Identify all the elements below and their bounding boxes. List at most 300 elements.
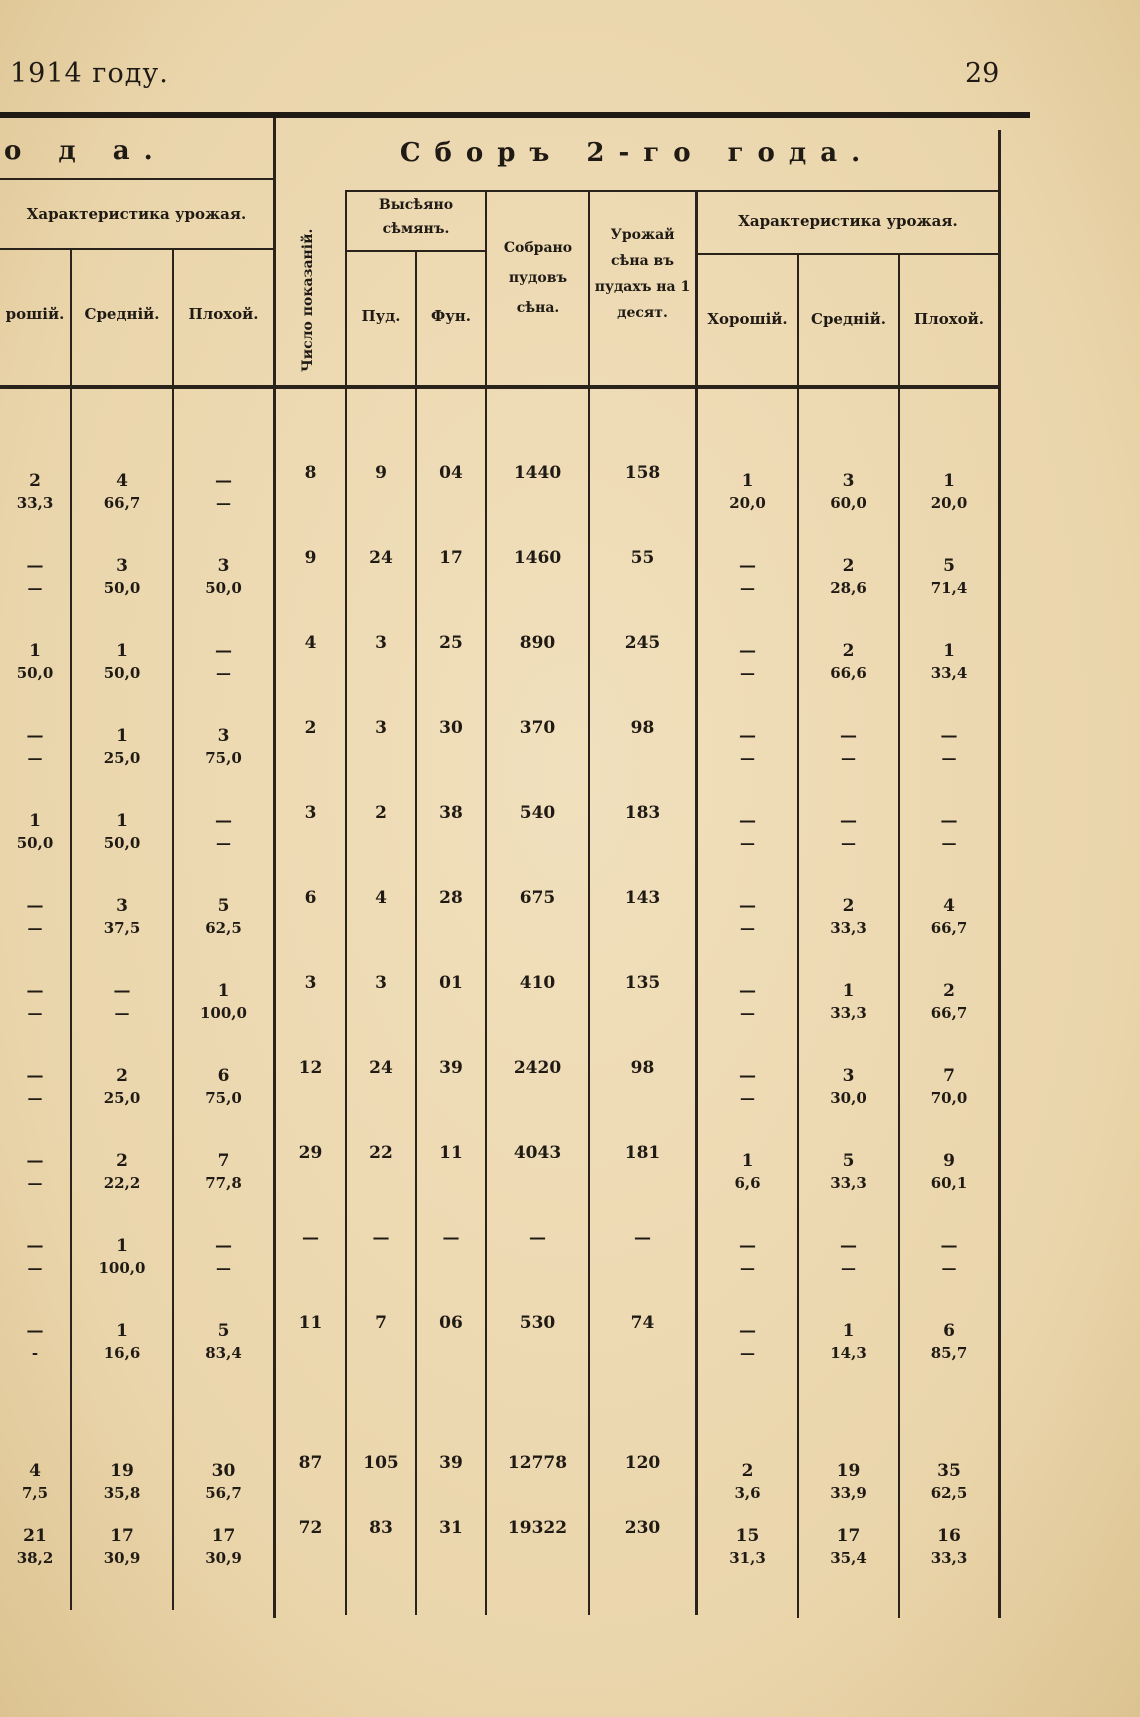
cell-percent: 33,3 xyxy=(830,919,867,937)
cell-count: — xyxy=(840,1236,857,1256)
table-cell: 74 xyxy=(630,1313,655,1333)
table-cell xyxy=(799,810,898,854)
page-number: 29 xyxy=(965,58,1000,89)
cell-count: 2 xyxy=(741,1461,754,1481)
cell-count: 1 xyxy=(217,981,230,1001)
right-col-good: Хорошій. xyxy=(707,310,788,328)
cell-count: 19 xyxy=(110,1461,134,1481)
table-cell: 87 xyxy=(298,1453,323,1473)
cell-count: — xyxy=(739,811,756,831)
cell-count: 2 xyxy=(29,471,41,491)
cell-count: 6 xyxy=(217,1066,230,1086)
cell-percent: 75,0 xyxy=(205,1089,242,1107)
cell-count: — xyxy=(215,811,232,831)
table-cell: 01 xyxy=(439,973,463,993)
cell-percent: 66,7 xyxy=(103,494,141,512)
table-cell: — xyxy=(529,1228,546,1248)
table-cell xyxy=(0,725,70,769)
cell-count: 3 xyxy=(842,471,855,491)
table-cell: 143 xyxy=(624,888,661,908)
cell-percent: — xyxy=(27,1259,43,1277)
cell-percent: 50,0 xyxy=(205,579,242,597)
table-cell: 230 xyxy=(624,1518,661,1538)
cell-count: 1 xyxy=(943,641,955,661)
table-cell xyxy=(698,1525,797,1569)
cell-count: — xyxy=(26,1066,44,1086)
cell-percent: 85,7 xyxy=(930,1344,968,1362)
cell-count: — xyxy=(26,726,44,746)
table-cell xyxy=(799,1150,898,1194)
table-cell xyxy=(0,1235,70,1279)
table-cell: 410 xyxy=(519,973,556,993)
cell-percent: 66,6 xyxy=(830,664,867,682)
cell-percent: 100,0 xyxy=(200,1004,247,1022)
cell-percent: 60,1 xyxy=(930,1174,968,1192)
table-cell xyxy=(174,980,273,1024)
cell-count: — xyxy=(26,896,44,916)
cell-count: 3 xyxy=(217,726,230,746)
table-cell: 675 xyxy=(519,888,556,908)
table-cell: 06 xyxy=(439,1313,463,1333)
table-cell xyxy=(900,1150,998,1194)
table-cell: 3 xyxy=(304,973,317,993)
cell-percent: 22,2 xyxy=(103,1174,141,1192)
col-fun-header: Фун. xyxy=(430,307,472,325)
left-characteristic-header: Характеристика урожая. xyxy=(26,205,247,223)
table-cell xyxy=(72,810,172,854)
table-cell xyxy=(900,810,998,854)
cell-count: — xyxy=(739,896,756,916)
cell-percent: 50,0 xyxy=(16,664,54,682)
left-col-good: рошій. xyxy=(5,305,65,323)
table-cell xyxy=(900,470,998,514)
running-head: 1914 году. xyxy=(10,58,169,89)
table-cell xyxy=(174,1235,273,1279)
table-cell: 24 xyxy=(369,548,393,568)
table-cell xyxy=(698,470,797,514)
cell-count: — xyxy=(739,981,756,1001)
cell-count: 3 xyxy=(842,1066,855,1086)
cell-percent: — xyxy=(941,834,957,852)
cell-percent: — xyxy=(841,834,856,852)
cell-percent: — xyxy=(740,664,755,682)
table-cell xyxy=(799,470,898,514)
table-cell: 6 xyxy=(304,888,317,908)
table-cell: 30 xyxy=(439,718,463,738)
table-cell xyxy=(698,725,797,769)
cell-count: 2 xyxy=(842,641,855,661)
cell-percent: — xyxy=(841,1259,856,1277)
cell-count: 2 xyxy=(116,1151,128,1171)
table-cell xyxy=(0,810,70,854)
cell-count: — xyxy=(26,1236,44,1256)
table-cell xyxy=(900,1235,998,1279)
table-cell: 11 xyxy=(439,1143,463,1163)
cell-percent: — xyxy=(841,749,856,767)
table-cell xyxy=(174,810,273,854)
cell-count: 1 xyxy=(29,641,41,661)
table-cell xyxy=(72,725,172,769)
table-cell: — xyxy=(302,1228,319,1248)
table-cell: 72 xyxy=(298,1518,323,1538)
table-cell: 3 xyxy=(375,718,387,738)
cell-percent: — xyxy=(740,834,755,852)
table-cell xyxy=(799,640,898,684)
table-cell: 3 xyxy=(375,633,387,653)
cell-count: 1 xyxy=(29,811,41,831)
table-cell: 105 xyxy=(363,1453,399,1473)
table-cell xyxy=(698,555,797,599)
cell-count: 7 xyxy=(217,1151,230,1171)
cell-count: — xyxy=(26,556,44,576)
cell-percent: 33,4 xyxy=(930,664,968,682)
table-cell xyxy=(72,1150,172,1194)
cell-percent: 50,0 xyxy=(103,579,141,597)
cell-percent: - xyxy=(31,1344,39,1362)
cell-count: 15 xyxy=(735,1526,760,1546)
collected-hay-header: Собрано пудовъ сѣна. xyxy=(503,240,573,316)
cell-percent: — xyxy=(27,1004,43,1022)
table-cell xyxy=(0,640,70,684)
cell-count: — xyxy=(739,641,756,661)
cell-percent: 33,3 xyxy=(930,1549,968,1567)
cell-percent: 20,0 xyxy=(729,494,766,512)
table-cell xyxy=(698,640,797,684)
table-cell xyxy=(799,980,898,1024)
cell-count: 16 xyxy=(937,1526,961,1546)
table-cell xyxy=(900,1525,998,1569)
cell-percent: — xyxy=(27,919,43,937)
table-cell: 7 xyxy=(375,1313,387,1333)
table-cell: 9 xyxy=(304,548,317,568)
cell-percent: — xyxy=(740,749,755,767)
cell-percent: 16,6 xyxy=(103,1344,141,1362)
cell-count: 4 xyxy=(116,471,128,491)
header-rule xyxy=(0,178,275,180)
cell-count: 3 xyxy=(116,556,128,576)
table-cell: 28 xyxy=(439,888,463,908)
cell-percent: 62,5 xyxy=(930,1484,968,1502)
table-cell xyxy=(72,895,172,939)
table-cell: 39 xyxy=(439,1058,463,1078)
table-cell: 29 xyxy=(298,1143,323,1163)
table-cell: — xyxy=(372,1228,390,1248)
table-cell xyxy=(72,1065,172,1109)
table-cell: 04 xyxy=(439,463,463,483)
cell-count: 1 xyxy=(741,1151,754,1171)
table-cell xyxy=(72,1235,172,1279)
table-cell xyxy=(0,980,70,1024)
table-cell xyxy=(174,725,273,769)
cell-count: — xyxy=(113,981,131,1001)
cell-count: 1 xyxy=(116,1236,128,1256)
table-cell: 2 xyxy=(375,803,387,823)
cell-count: 1 xyxy=(842,1321,855,1341)
cell-count: 1 xyxy=(943,471,955,491)
cell-percent: 25,0 xyxy=(103,749,141,767)
table-cell xyxy=(0,895,70,939)
table-cell xyxy=(900,725,998,769)
table-cell xyxy=(799,725,898,769)
table-cell xyxy=(698,1235,797,1279)
cell-count: 1 xyxy=(116,1321,128,1341)
cell-count: 1 xyxy=(116,641,128,661)
right-group-title: Сборъ 2-го года. xyxy=(399,138,875,168)
table-cell xyxy=(900,640,998,684)
cell-count: 1 xyxy=(116,811,128,831)
cell-count: 5 xyxy=(943,556,955,576)
reports-count-header: Число показаній. xyxy=(300,228,316,372)
table-cell: 370 xyxy=(519,718,556,738)
table-cell: 31 xyxy=(439,1518,463,1538)
cell-percent: — xyxy=(27,749,43,767)
table-cell: 540 xyxy=(519,803,556,823)
cell-count: — xyxy=(940,811,958,831)
cell-percent: 75,0 xyxy=(205,749,242,767)
table-cell xyxy=(799,1320,898,1364)
table-cell: 1440 xyxy=(513,463,562,483)
table-cell: 183 xyxy=(624,803,661,823)
table-cell xyxy=(0,1525,70,1569)
table-cell xyxy=(0,1150,70,1194)
table-cell: 55 xyxy=(630,548,655,568)
cell-count: 3 xyxy=(116,896,128,916)
table-cell xyxy=(174,1525,273,1569)
table-cell xyxy=(0,1320,70,1364)
cell-count: 19 xyxy=(836,1461,861,1481)
table-cell xyxy=(900,1065,998,1109)
column-line xyxy=(273,118,276,1618)
cell-count: 4 xyxy=(29,1461,41,1481)
table-cell xyxy=(72,555,172,599)
table-cell xyxy=(698,980,797,1024)
cell-count: 21 xyxy=(23,1526,47,1546)
cell-percent: 35,4 xyxy=(830,1549,867,1567)
cell-count: — xyxy=(739,1066,756,1086)
cell-percent: — xyxy=(941,749,957,767)
cell-percent: 6,6 xyxy=(734,1174,761,1192)
cell-count: 17 xyxy=(836,1526,861,1546)
cell-count: 7 xyxy=(943,1066,955,1086)
table-cell: 12778 xyxy=(507,1453,568,1473)
table-cell xyxy=(698,810,797,854)
table-cell xyxy=(900,980,998,1024)
cell-count: — xyxy=(26,1321,44,1341)
cell-percent: 37,5 xyxy=(103,919,141,937)
table-cell: 25 xyxy=(439,633,463,653)
table-cell xyxy=(174,895,273,939)
table-cell xyxy=(698,1150,797,1194)
cell-count: 17 xyxy=(211,1526,236,1546)
cell-percent: 33,3 xyxy=(16,494,54,512)
table-cell xyxy=(698,1320,797,1364)
table-cell xyxy=(799,1525,898,1569)
cell-percent: — xyxy=(114,1004,130,1022)
header-rule xyxy=(0,248,275,250)
table-cell: 2 xyxy=(304,718,317,738)
table-cell: 120 xyxy=(624,1453,661,1473)
cell-percent: 30,9 xyxy=(103,1549,141,1567)
hay-yield-header: Урожай сѣна въ пудахъ на 1 десят. xyxy=(594,227,691,321)
cell-count: 5 xyxy=(842,1151,855,1171)
table-cell: 3 xyxy=(375,973,387,993)
table-cell xyxy=(174,555,273,599)
table-cell xyxy=(799,555,898,599)
cell-percent: 7,5 xyxy=(21,1484,49,1502)
cell-percent: — xyxy=(740,1259,755,1277)
cell-count: 1 xyxy=(116,726,128,746)
cell-percent: 71,4 xyxy=(930,579,968,597)
cell-percent: 3,6 xyxy=(734,1484,761,1502)
cell-percent: 66,7 xyxy=(930,1004,968,1022)
cell-count: — xyxy=(26,1151,44,1171)
table-cell: 39 xyxy=(439,1453,463,1473)
cell-count: — xyxy=(940,726,958,746)
cell-count: — xyxy=(739,556,756,576)
table-cell: 530 xyxy=(519,1313,556,1333)
cell-percent: 62,5 xyxy=(205,919,242,937)
table-cell xyxy=(72,640,172,684)
table-cell: — xyxy=(442,1228,460,1248)
table-cell: 181 xyxy=(624,1143,661,1163)
cell-percent: — xyxy=(740,579,755,597)
cell-percent: — xyxy=(740,1004,755,1022)
cell-percent: — xyxy=(740,1344,755,1362)
table-cell: 11 xyxy=(298,1313,323,1333)
cell-count: 1 xyxy=(741,471,754,491)
cell-percent: 50,0 xyxy=(16,834,54,852)
table-cell xyxy=(799,1235,898,1279)
table-cell xyxy=(0,1065,70,1109)
table-cell xyxy=(0,1460,70,1504)
cell-percent: 50,0 xyxy=(103,664,141,682)
cell-count: 5 xyxy=(217,896,230,916)
cell-percent: — xyxy=(27,1089,43,1107)
cell-count: 1 xyxy=(842,981,855,1001)
cell-percent: 38,2 xyxy=(16,1549,54,1567)
cell-percent: — xyxy=(740,1089,755,1107)
cell-percent: 28,6 xyxy=(830,579,867,597)
cell-percent: 83,4 xyxy=(205,1344,242,1362)
table-cell: 19322 xyxy=(507,1518,568,1538)
cell-count: 2 xyxy=(116,1066,128,1086)
table-cell xyxy=(900,1320,998,1364)
table-cell: 135 xyxy=(624,973,661,993)
cell-percent: 33,3 xyxy=(830,1004,867,1022)
cell-count: 6 xyxy=(943,1321,955,1341)
header-bottom-rule xyxy=(0,385,1000,389)
cell-count: — xyxy=(215,641,232,661)
table-cell: 24 xyxy=(369,1058,393,1078)
cell-percent: 70,0 xyxy=(930,1089,968,1107)
table-cell xyxy=(900,895,998,939)
cell-count: — xyxy=(840,726,857,746)
top-rule xyxy=(0,112,1030,118)
table-cell: 4 xyxy=(375,888,387,908)
cell-percent: 14,3 xyxy=(830,1344,867,1362)
cell-percent: 20,0 xyxy=(930,494,968,512)
table-cell: 9 xyxy=(375,463,387,483)
cell-count: 2 xyxy=(943,981,955,1001)
table-cell xyxy=(900,555,998,599)
cell-count: — xyxy=(215,471,232,491)
cell-count: 17 xyxy=(110,1526,134,1546)
table-cell: 158 xyxy=(624,463,661,483)
right-col-medium: Средній. xyxy=(811,310,886,328)
table-cell: 890 xyxy=(519,633,556,653)
table-cell xyxy=(174,470,273,514)
cell-count: 2 xyxy=(842,896,855,916)
table-cell: 17 xyxy=(439,548,463,568)
table-cell xyxy=(174,640,273,684)
cell-percent: 33,3 xyxy=(830,1174,867,1192)
table-cell xyxy=(72,1460,172,1504)
cell-percent: 66,7 xyxy=(930,919,968,937)
table-cell: 4 xyxy=(304,633,317,653)
left-col-medium: Средній. xyxy=(84,305,160,323)
cell-percent: 77,8 xyxy=(205,1174,242,1192)
cell-percent: — xyxy=(216,1259,231,1277)
table-cell xyxy=(174,1065,273,1109)
table-cell xyxy=(72,1320,172,1364)
table-cell xyxy=(72,470,172,514)
cell-percent: — xyxy=(941,1259,957,1277)
cell-count: — xyxy=(840,811,857,831)
table-cell xyxy=(698,1065,797,1109)
table-cell: 98 xyxy=(630,1058,655,1078)
cell-percent: 25,0 xyxy=(103,1089,141,1107)
right-col-bad: Плохой. xyxy=(913,310,985,328)
cell-percent: 30,0 xyxy=(830,1089,867,1107)
sown-seeds-header: Высѣяно сѣмянъ. xyxy=(378,197,454,237)
table-cell xyxy=(174,1460,273,1504)
table-cell: 38 xyxy=(439,803,463,823)
cell-count: — xyxy=(739,726,756,746)
table-cell xyxy=(698,895,797,939)
header-rule xyxy=(698,253,1000,255)
cell-percent: 50,0 xyxy=(103,834,141,852)
cell-percent: 30,9 xyxy=(205,1549,242,1567)
cell-percent: 100,0 xyxy=(98,1259,146,1277)
col-pud-header: Пуд. xyxy=(361,307,401,325)
table-cell xyxy=(72,980,172,1024)
cell-percent: 33,9 xyxy=(830,1484,867,1502)
cell-count: 9 xyxy=(943,1151,955,1171)
cell-percent: — xyxy=(27,1174,43,1192)
table-cell: 12 xyxy=(298,1058,323,1078)
right-characteristic-header: Характеристика урожая. xyxy=(738,212,958,230)
table-cell: 245 xyxy=(624,633,661,653)
cell-percent: — xyxy=(27,579,43,597)
cell-percent: 56,7 xyxy=(205,1484,242,1502)
header-rule xyxy=(345,190,1000,192)
table-right-border xyxy=(998,130,1001,1618)
cell-count: 4 xyxy=(943,896,955,916)
table-cell: 4043 xyxy=(513,1143,562,1163)
table-cell xyxy=(174,1150,273,1194)
table-cell xyxy=(72,1525,172,1569)
left-group-title: о д а. xyxy=(4,136,167,166)
cell-percent: 31,3 xyxy=(729,1549,766,1567)
table-cell: 83 xyxy=(369,1518,393,1538)
cell-percent: 35,8 xyxy=(103,1484,141,1502)
table-cell xyxy=(799,895,898,939)
cell-percent: — xyxy=(216,834,231,852)
table-cell: 8 xyxy=(304,463,317,483)
cell-count: — xyxy=(739,1321,756,1341)
table-cell: 98 xyxy=(630,718,655,738)
cell-count: 2 xyxy=(842,556,855,576)
